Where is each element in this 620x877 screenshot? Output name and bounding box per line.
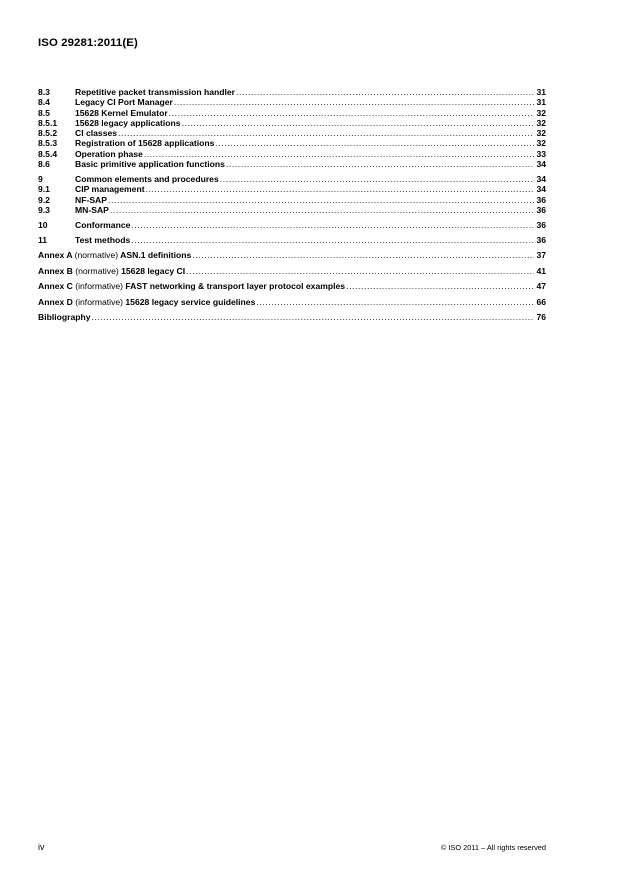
dot-leader <box>108 195 534 205</box>
dot-leader <box>186 266 534 276</box>
page-number: iv <box>38 842 45 852</box>
dot-leader <box>174 97 535 107</box>
annex-title: 15628 legacy CI <box>121 265 186 276</box>
toc-page: 34 <box>536 173 546 184</box>
toc-page: 31 <box>536 87 546 97</box>
toc-title: Common elements and procedures <box>75 173 219 184</box>
toc-page: 33 <box>536 148 546 159</box>
annex-title: ASN.1 definitions <box>120 250 192 261</box>
toc-page: 76 <box>536 312 546 323</box>
toc-entry-8-5-2[interactable] <box>38 128 546 138</box>
toc-annex-c[interactable] <box>38 281 546 291</box>
toc-page: 31 <box>536 97 546 108</box>
toc-number: 8.5.4 <box>38 148 58 159</box>
dot-leader <box>118 128 534 138</box>
toc-title: Legacy CI Port Manager <box>75 97 173 108</box>
dot-leader <box>144 149 535 159</box>
annex-label: Annex C <box>38 281 73 292</box>
toc-title: Conformance <box>75 219 131 230</box>
toc-page: 32 <box>536 138 546 149</box>
toc-title: 15628 legacy applications <box>75 117 181 128</box>
annex-type: (informative) <box>75 281 124 292</box>
toc-page: 41 <box>536 265 546 276</box>
annex-label: Annex A <box>38 250 73 261</box>
toc-page: 37 <box>536 250 546 261</box>
annex-label: Annex D <box>38 296 73 307</box>
dot-leader <box>215 138 534 148</box>
toc-title: CIP management <box>75 184 145 195</box>
toc-page: 36 <box>536 234 546 245</box>
annex-type: (normative) <box>75 265 119 276</box>
toc-number: 8.5.2 <box>38 128 58 139</box>
dot-leader <box>146 184 535 194</box>
toc-title: Repetitive packet transmission handler <box>75 87 235 97</box>
toc-title: Bibliography <box>38 312 91 323</box>
dot-leader <box>220 174 535 184</box>
toc-number: 8.3 <box>38 87 50 97</box>
toc-number: 9.3 <box>38 204 50 215</box>
toc-number: 11 <box>38 234 48 245</box>
toc-number: 8.5.3 <box>38 138 58 149</box>
toc-page: 66 <box>536 296 546 307</box>
annex-label: Annex B <box>38 265 73 276</box>
toc-annex-a[interactable] <box>38 250 546 260</box>
toc-title: Registration of 15628 applications <box>75 138 215 149</box>
dot-leader <box>182 118 535 128</box>
toc-entry-9-1[interactable] <box>38 184 546 194</box>
toc-entry-8-5-3[interactable] <box>38 138 546 148</box>
toc-title: Test methods <box>75 234 131 245</box>
toc-title: Basic primitive application functions <box>75 159 225 170</box>
dot-leader <box>131 220 534 230</box>
toc-entry-8-4[interactable] <box>38 97 546 107</box>
table-of-contents <box>38 87 546 322</box>
toc-bibliography[interactable] <box>38 312 546 322</box>
toc-annex-b[interactable] <box>38 266 546 276</box>
toc-page: 36 <box>536 194 546 205</box>
toc-title: 15628 Kernel Emulator <box>75 107 168 118</box>
toc-number: 10 <box>38 219 48 230</box>
toc-number: 8.5 <box>38 107 50 118</box>
toc-entry-8-5-1[interactable] <box>38 118 546 128</box>
annex-title: FAST networking & transport layer protocol examples <box>125 281 346 292</box>
toc-number: 9 <box>38 173 43 184</box>
dot-leader <box>169 108 535 118</box>
toc-entry-8-6[interactable] <box>38 159 546 169</box>
toc-title: NF-SAP <box>75 194 107 205</box>
toc-page: 34 <box>536 159 546 170</box>
toc-title: CI classes <box>75 128 118 139</box>
dot-leader <box>110 205 535 215</box>
dot-leader <box>131 235 534 245</box>
toc-entry-9-3[interactable] <box>38 205 546 215</box>
toc-page: 36 <box>536 204 546 215</box>
copyright-notice: © ISO 2011 – All rights reserved <box>440 843 546 852</box>
annex-type: (normative) <box>74 250 119 261</box>
toc-page: 32 <box>536 117 546 128</box>
annex-type: (informative) <box>75 296 124 307</box>
toc-title: Operation phase <box>75 148 143 159</box>
toc-entry-11[interactable] <box>38 235 546 245</box>
toc-number: 8.6 <box>38 159 50 170</box>
document-header: ISO 29281:2011(E) <box>38 37 138 49</box>
toc-number: 8.4 <box>38 97 50 108</box>
annex-title: 15628 legacy service guidelines <box>125 296 256 307</box>
toc-page: 47 <box>536 281 546 292</box>
toc-number: 9.2 <box>38 194 50 205</box>
dot-leader <box>192 250 534 260</box>
toc-entry-8-3[interactable] <box>38 87 546 97</box>
toc-entry-8-5[interactable] <box>38 108 546 118</box>
toc-title: MN-SAP <box>75 204 109 215</box>
dot-leader <box>346 281 534 291</box>
dot-leader <box>226 159 534 169</box>
toc-page: 32 <box>536 128 546 139</box>
toc-number: 8.5.1 <box>38 117 58 128</box>
dot-leader <box>236 87 534 97</box>
toc-number: 9.1 <box>38 184 50 195</box>
toc-page: 36 <box>536 219 546 230</box>
toc-entry-8-5-4[interactable] <box>38 149 546 159</box>
toc-entry-9[interactable] <box>38 174 546 184</box>
toc-entry-10[interactable] <box>38 220 546 230</box>
dot-leader <box>256 297 534 307</box>
toc-entry-9-2[interactable] <box>38 195 546 205</box>
toc-page: 32 <box>536 107 546 118</box>
toc-page: 34 <box>536 184 546 195</box>
toc-annex-d[interactable] <box>38 297 546 307</box>
dot-leader <box>92 312 535 322</box>
